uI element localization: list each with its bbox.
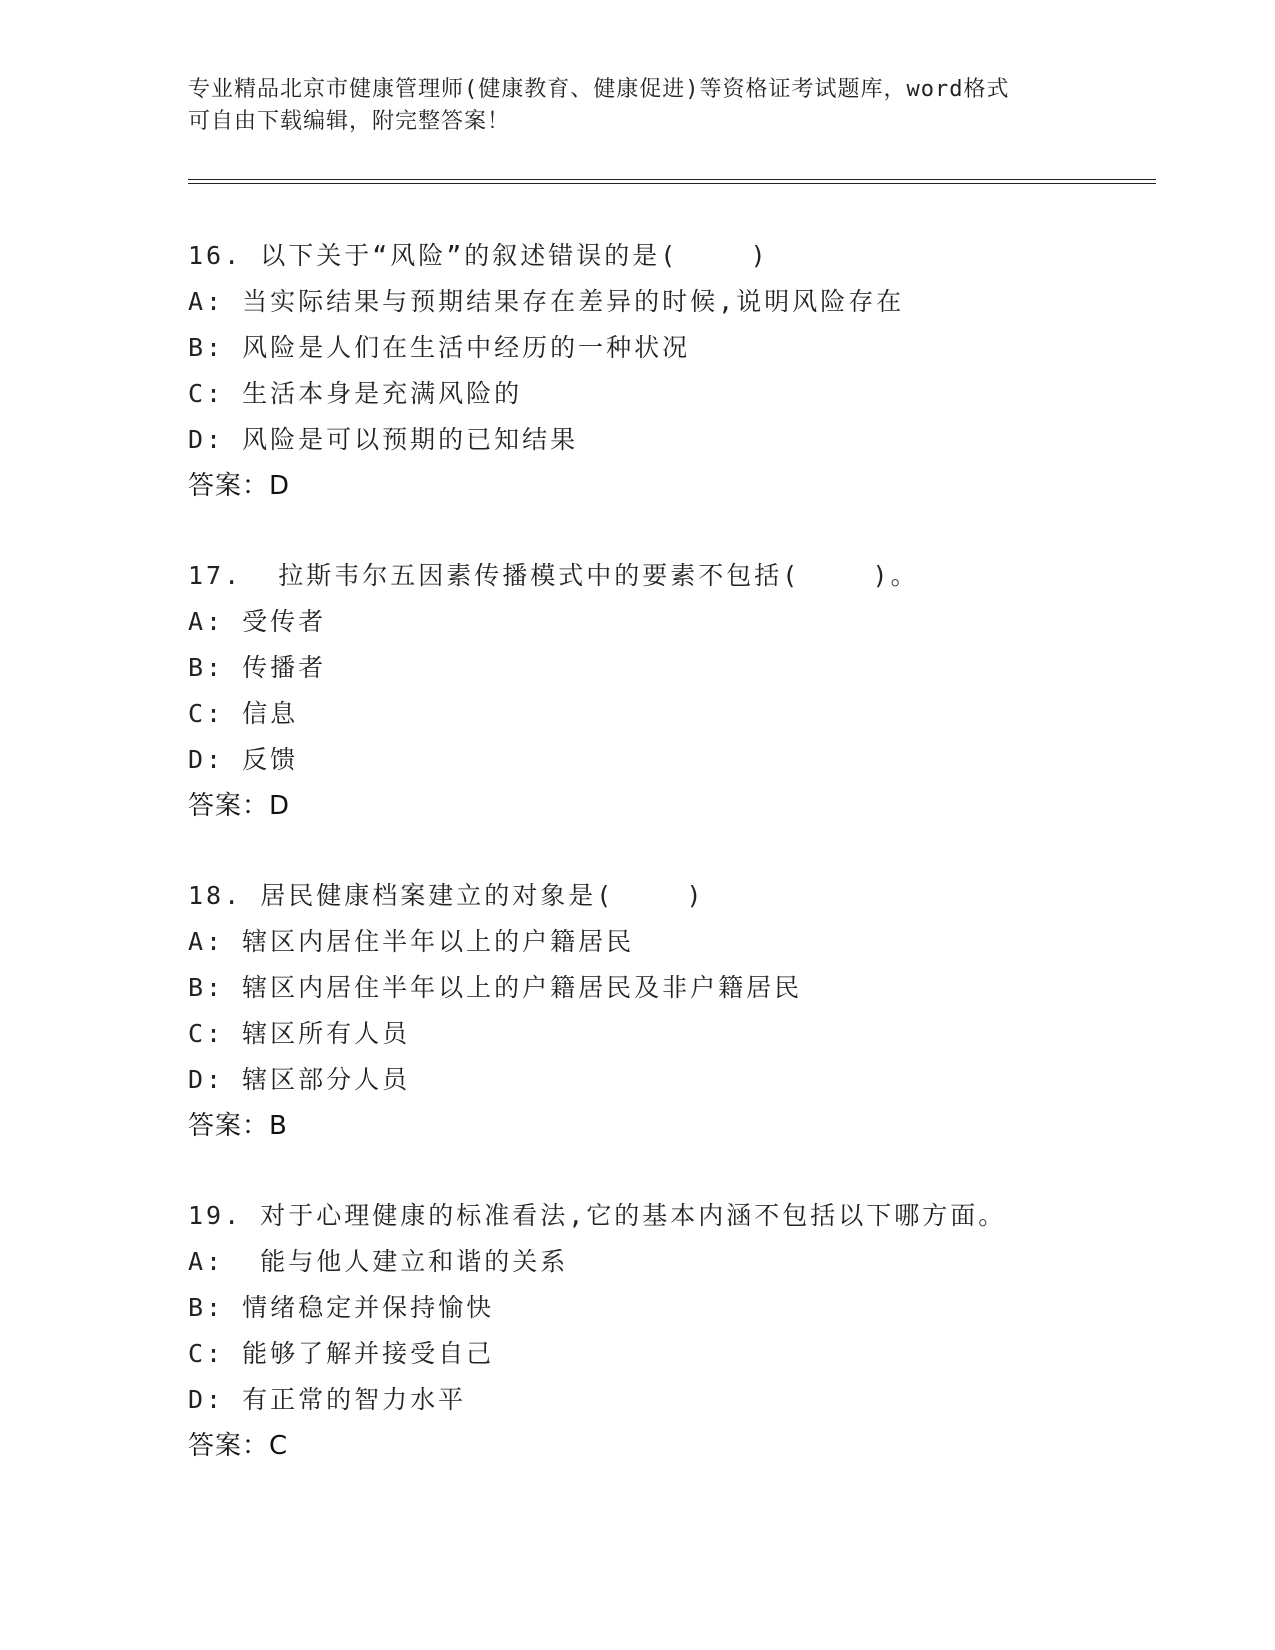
header-line-1: 专业精品北京市健康管理师(健康教育、健康促进)等资格证考试题库，word格式	[188, 77, 1010, 102]
question-stem: 16. 以下关于“风险”的叙述错误的是( )	[188, 241, 769, 270]
header-divider-top	[188, 179, 1156, 180]
option-d: D: 风险是可以预期的已知结果	[188, 425, 579, 454]
header-line-2: 可自由下载编辑，附完整答案！	[188, 109, 511, 134]
question-19	[188, 1193, 1148, 1469]
answer-line: 答案：D	[188, 791, 291, 821]
option-c: C: 能够了解并接受自己	[188, 1339, 495, 1368]
option-a: A: 受传者	[188, 607, 327, 636]
option-b: B: 情绪稳定并保持愉快	[188, 1293, 495, 1322]
option-b: B: 风险是人们在生活中经历的一种状况	[188, 333, 691, 362]
question-stem: 17. 拉斯韦尔五因素传播模式中的要素不包括( )。	[188, 561, 919, 590]
question-spacer	[188, 829, 1148, 873]
answer-line: 答案：B	[188, 1111, 288, 1141]
question-18	[188, 873, 1148, 1149]
option-b: B: 辖区内居住半年以上的户籍居民及非户籍居民	[188, 973, 803, 1002]
option-c: C: 生活本身是充满风险的	[188, 379, 523, 408]
option-a: A: 能与他人建立和谐的关系	[188, 1247, 569, 1276]
option-a: A: 当实际结果与预期结果存在差异的时候,说明风险存在	[188, 287, 905, 316]
option-c: C: 辖区所有人员	[188, 1019, 411, 1048]
question-17	[188, 553, 1148, 829]
option-d: D: 反馈	[188, 745, 299, 774]
question-stem: 19. 对于心理健康的标准看法,它的基本内涵不包括以下哪方面。	[188, 1201, 1007, 1230]
option-a: A: 辖区内居住半年以上的户籍居民	[188, 927, 635, 956]
option-c: C: 信息	[188, 699, 299, 728]
question-spacer	[188, 1149, 1148, 1193]
question-16	[188, 233, 1148, 509]
question-stem: 18. 居民健康档案建立的对象是( )	[188, 881, 705, 910]
option-d: D: 辖区部分人员	[188, 1065, 411, 1094]
option-b: B: 传播者	[188, 653, 327, 682]
option-d: D: 有正常的智力水平	[188, 1385, 467, 1414]
question-spacer	[188, 509, 1148, 553]
answer-line: 答案：D	[188, 471, 291, 501]
document-header	[188, 74, 1088, 138]
header-divider-bottom	[188, 183, 1156, 184]
question-list	[188, 233, 1148, 1469]
answer-line: 答案：C	[188, 1431, 289, 1461]
